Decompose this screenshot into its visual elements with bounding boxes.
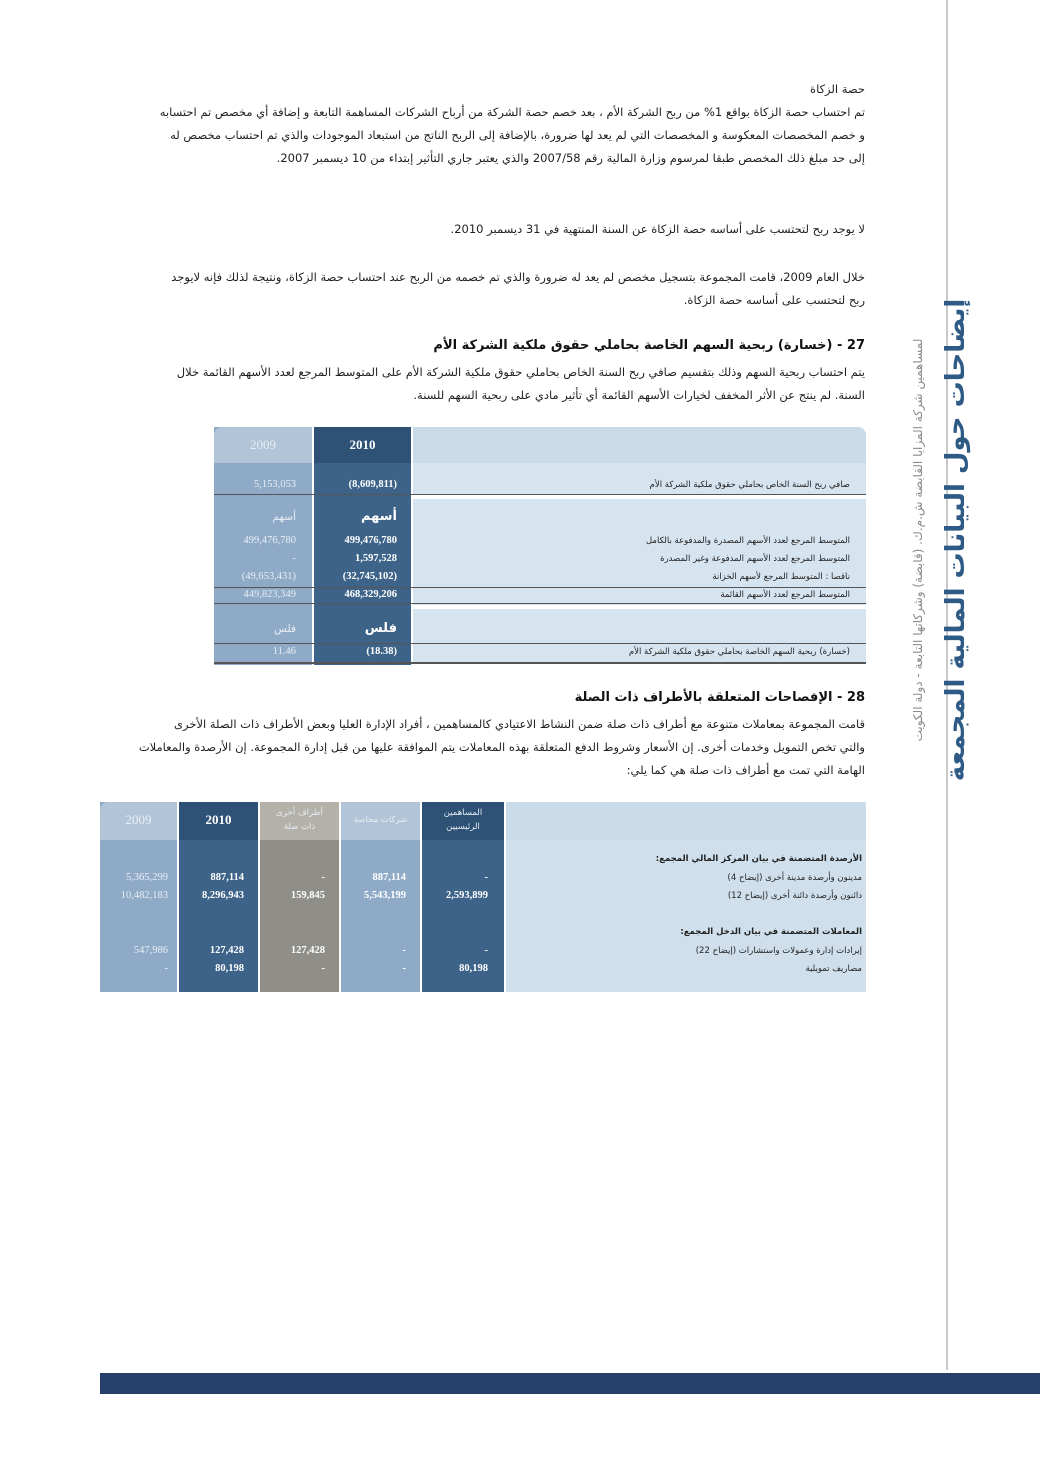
eps-unit-fils-2009: فلس xyxy=(274,623,296,635)
eps-value-2010: (18.38) xyxy=(366,646,397,657)
eps-row1-label: المتوسط المرجع لعدد الأسهم المصدرة والمدفوعة بالكامل xyxy=(646,536,850,546)
eps-row4-2009: 449,823,349 xyxy=(243,589,296,600)
rp-s2r2-2009: - xyxy=(164,963,168,974)
note28-para-line1: قامت المجموعة بمعاملات متنوعة مع أطراف ذات صلة ضمن النشاط الاعتيادي كالمساهمين ، أفراد الإدارة العليا وبعض الأطراف ذات الصلة الأخرى xyxy=(174,717,865,731)
zakat-para1-line1: تم احتساب حصة الزكاة بواقع 1% من ربح الشركة الأم ، بعد خصم حصة الشركة من أرباح الشركات المساهمة التابعة و إضافة أي مخصص تم احتسابه xyxy=(159,105,865,119)
rp-s1r1-2010: 887,114 xyxy=(210,872,244,883)
note27-para-line2: السنة. لم ينتج عن الأثر المخفف لخيارات الأسهم القائمة أي تأثير مادي على ربحية السهم للسنة. xyxy=(413,388,865,402)
rp-s1r1-assoc: 887,114 xyxy=(372,872,406,883)
rp-s1r2-major: 2,593,899 xyxy=(446,890,488,901)
side-subtitle: لمساهمين شركة المزايا القابضة ش.م.ك. (قابضة) وشركاتها التابعة - دولة الكويت xyxy=(911,338,925,742)
eps-unit-shares-2010: أسهم xyxy=(360,509,397,524)
side-title: إيضاحات حول البيانات المالية المجمعة xyxy=(941,298,971,782)
rp-s1r2-assoc: 5,543,199 xyxy=(364,890,406,901)
rp-s2r2-2010: 80,198 xyxy=(215,963,244,974)
eps-rule xyxy=(214,643,866,644)
eps-rule xyxy=(214,603,866,604)
eps-netprofit-2009: 5,153,053 xyxy=(254,479,296,490)
rp-header-other-line1: أطراف أخرى xyxy=(276,808,323,818)
eps-row2-label: المتوسط المرجع لعدد الأسهم المدفوعة وغير المصدرة xyxy=(660,554,850,564)
eps-year-2009: 2009 xyxy=(250,437,276,452)
rp-s1r2-2009: 10,482,183 xyxy=(120,890,168,901)
rp-header-other-line2: ذات صلة xyxy=(283,822,316,832)
rp-section2-title: المعاملات المتضمنة في بيان الدخل المجمع: xyxy=(680,927,862,937)
eps-row2-2009: - xyxy=(292,553,296,564)
side-title-block xyxy=(900,290,990,790)
zakat-para2: لا يوجد ربح لتحتسب على أساسه حصة الزكاة عن السنة المنتهية في 31 ديسمبر 2010. xyxy=(450,222,865,236)
rp-s2r1-other: 127,428 xyxy=(290,945,325,956)
rp-header-labels xyxy=(506,802,866,840)
rp-s1r1-label: مدينون وأرصدة مدينة أخرى (إيضاح 4) xyxy=(727,873,862,883)
eps-value-label: (خسارة) ربحية السهم الخاصة بحاملي حقوق ملكية الشركة الأم xyxy=(628,647,850,657)
rp-s2r2-assoc: - xyxy=(402,963,406,974)
rp-s2r1-label: إيرادات إدارة وعمولات واستشارات (إيضاح 22) xyxy=(695,946,862,956)
eps-band-fils xyxy=(413,609,866,643)
rp-header-assoc-label: شركات محاصة xyxy=(353,815,408,825)
zakat-para1-line3: إلى حد مبلغ ذلك المخصص طبقا لمرسوم وزارة المالية رقم 2007/58 والذي يعتبر جاري التأثير إبتداء من 10 ديسمبر 2007. xyxy=(276,151,865,165)
zakat-para3-line1: خلال العام 2009، قامت المجموعة بتسجيل مخصص لم يعد له ضرورة والذي تم خصمه من الربح عند احتساب حصة الزكاة، ونتيجة لذلك فإنه لايوجد xyxy=(171,270,865,284)
eps-netprofit-2010: (8,609,811) xyxy=(348,479,397,490)
rp-s1r2-2010: 8,296,943 xyxy=(202,890,244,901)
zakat-heading: حصة الزكاة xyxy=(810,82,865,96)
rp-s2r2-label: مصاريف تمويلية xyxy=(805,964,862,974)
eps-header-labels xyxy=(413,427,866,463)
note28-para-line2: والتي تخص التمويل وخدمات أخرى. إن الأسعار وشروط الدفع المتعلقة بهذه المعاملات يتم الموافقة عليها من قبل إدارة المجموعة. إن الأرصدة والمعاملات xyxy=(138,740,865,754)
eps-row3-2010: (32,745,102) xyxy=(342,571,397,582)
eps-rule-bottom xyxy=(214,662,866,664)
rp-header-major-line2: الرئيسيين xyxy=(446,822,480,832)
eps-value-2009: 11.46 xyxy=(272,646,296,657)
rp-year-2010: 2010 xyxy=(205,812,232,827)
eps-rule xyxy=(214,587,866,588)
eps-row2-2010: 1,597,528 xyxy=(355,553,397,564)
eps-band-shares-unit xyxy=(413,499,866,529)
eps-row1-2009: 499,476,780 xyxy=(243,535,296,546)
eps-netprofit-label: صافي ربح السنة الخاص بحاملي حقوق ملكية الشركة الأم xyxy=(649,480,850,490)
rp-s2r2-major: 80,198 xyxy=(459,963,488,974)
rp-s2r1-2009: 547,986 xyxy=(133,945,168,956)
eps-rule xyxy=(214,494,866,495)
note28-para-line3: الهامة التي تمت مع أطراف ذات صلة هي كما يلي: xyxy=(626,763,865,777)
rp-s1r1-major: - xyxy=(484,872,488,883)
note27-para-line1: يتم احتساب ربحية السهم وذلك بتقسيم صافي ربح السنة الخاص بحاملي حقوق ملكية الشركة الأم على المتوسط المرجع لعدد الأسهم القائمة خلال xyxy=(176,365,865,379)
rp-section1-title: الأرصدة المتضمنة في بيان المركز المالي المجمع: xyxy=(655,854,862,864)
footer-bar xyxy=(100,1373,1040,1394)
eps-row3-2009: (49,653,431) xyxy=(241,571,296,582)
eps-table xyxy=(214,427,866,665)
eps-row3-label: ناقصا : المتوسط المرجع لأسهم الخزانة xyxy=(712,572,850,582)
eps-unit-shares-2009: أسهم xyxy=(272,511,296,523)
rp-year-2009: 2009 xyxy=(125,812,152,827)
note27-heading: 27 - (خسارة) ربحية السهم الخاصة بحاملي حقوق ملكية الشركة الأم xyxy=(433,338,865,353)
rp-s2r1-2010: 127,428 xyxy=(209,945,244,956)
rp-s1r2-label: دائنون وأرصدة دائنة أخرى (إيضاح 12) xyxy=(727,891,862,901)
rp-s2r1-assoc: - xyxy=(402,945,406,956)
rp-s1r1-other: - xyxy=(321,872,325,883)
rp-header-major-line1: المساهمين xyxy=(443,808,483,818)
rp-s1r1-2009: 5,365,299 xyxy=(126,872,168,883)
eps-row4-label: المتوسط المرجع لعدد الأسهم القائمة xyxy=(720,590,850,600)
eps-unit-fils-2010: فلس xyxy=(364,621,397,636)
eps-row1-2010: 499,476,780 xyxy=(344,535,397,546)
rp-s1r2-other: 159,845 xyxy=(290,890,325,901)
eps-row4-2010: 468,329,206 xyxy=(344,589,397,600)
rp-s2r1-major: - xyxy=(484,945,488,956)
zakat-para1-line2: و خصم المخصصات المعكوسة و المخصصات التي لم يعد لها ضرورة، بالإضافة إلى الربح الناتج من استبعاد الموجودات والذي تم احتساب مخصص له xyxy=(170,128,865,142)
related-party-table xyxy=(100,802,866,992)
rp-s2r2-other: - xyxy=(321,963,325,974)
zakat-para3-line2: ربح لتحتسب على أساسه حصة الزكاة. xyxy=(683,293,865,307)
note28-heading: 28 - الإفصاحات المتعلقة بالأطراف ذات الصلة xyxy=(574,690,865,705)
eps-year-2010: 2010 xyxy=(349,437,376,452)
